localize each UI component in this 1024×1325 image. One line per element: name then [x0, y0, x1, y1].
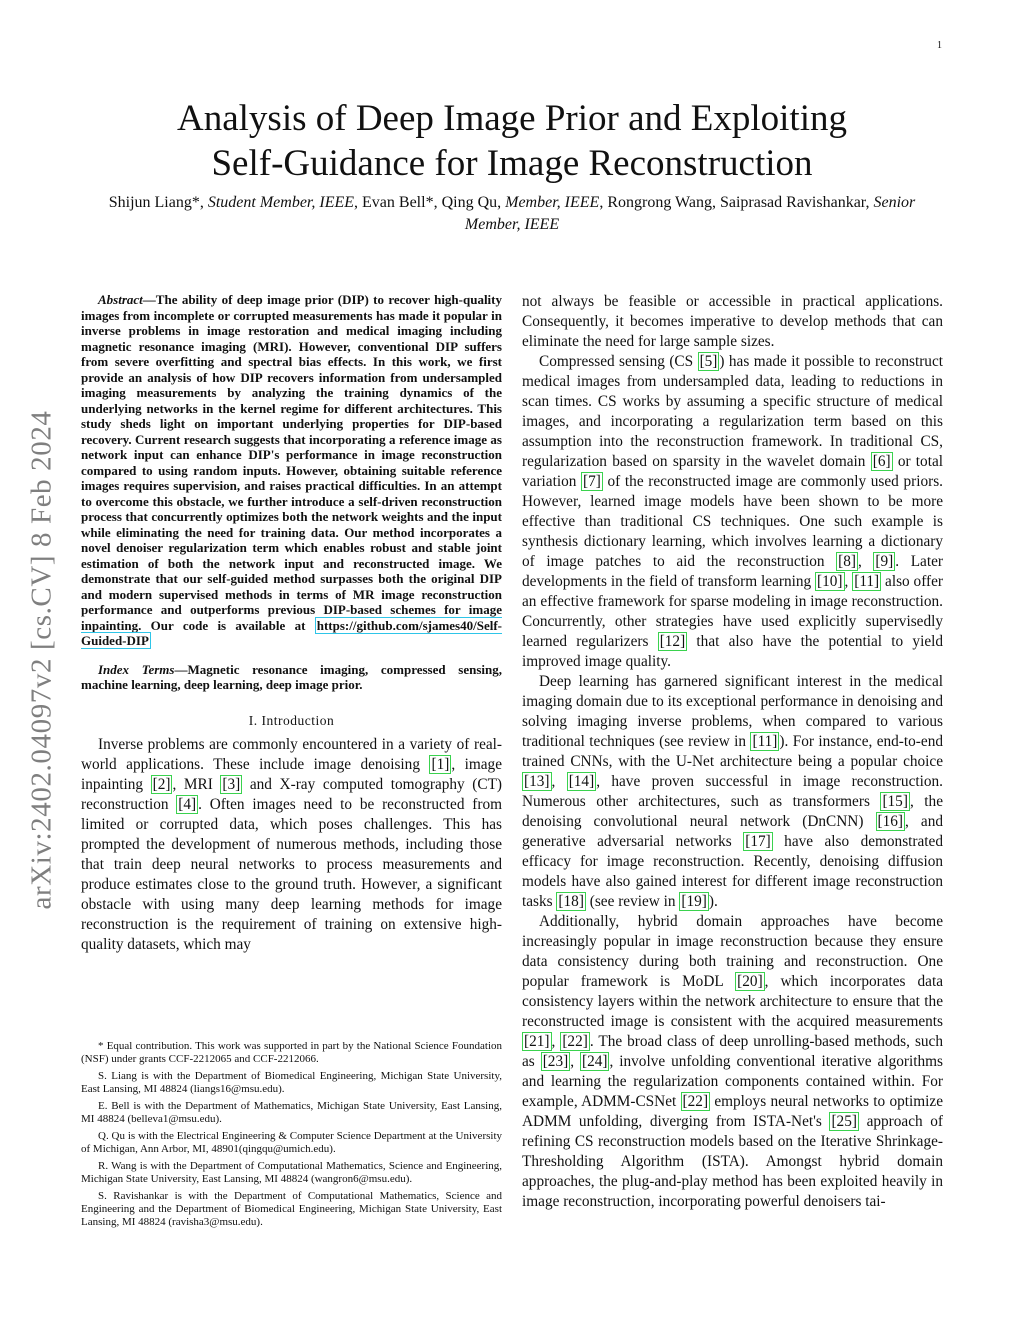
paper-title [100, 96, 924, 186]
text-run: that also have the potential to yield improved image quality. [522, 633, 944, 670]
text-run: Inverse problems are commonly encountered in a variety of real-world applications. These include image denoising [81, 735, 502, 773]
section-heading-introduction: I. Introduction [248, 712, 335, 728]
footnote: Q. Qu is with the Electrical Engineering & Computer Science Department at the University of Michigan, Ann Arbor, MI, 48901(qingqu@umich.edu). [81, 1130, 502, 1155]
index-terms-body: —Magnetic resonance imaging, compressed sensing, machine learning, deep learning, deep image prior. [81, 661, 502, 692]
citation-link[interactable]: [22] [562, 1033, 588, 1050]
author-list [100, 192, 924, 236]
page-number: 1 [937, 40, 942, 51]
text-run: , [551, 1033, 561, 1050]
introduction-right-text [522, 292, 943, 1212]
citation-link[interactable]: [11] [752, 733, 778, 750]
citation-link[interactable]: [21] [524, 1033, 550, 1050]
citation-link[interactable]: [3] [222, 775, 241, 793]
citation-link[interactable]: [15] [882, 793, 908, 810]
title-line-2: Self-Guidance for Image Reconstruction [211, 143, 813, 184]
footnote: S. Ravishankar is with the Department of Computational Mathematics, Science and Engineering and the Department of Biomedical Engineering, Michigan State University, East Lansing, MI 48824 (ravisha3@msu.edu). [81, 1190, 502, 1228]
arxiv-identifier-stamp [12, 360, 72, 960]
author-1-name: Shijun Liang*, [108, 194, 208, 211]
citation-link[interactable]: [11] [854, 573, 880, 590]
abstract-body: —The ability of deep image prior (DIP) to recover high-quality images from incomplete or corrupted measurements has made it popular in inverse problems in image restoration and medical imaging including magnetic resonance imaging (MRI). However, conventional DIP suffers from severe overfitting and spectral bias effects. In this work, we first provide an analysis of how DIP recovers information from undersampled imaging measurements by analyzing the training dynamics of the underlying networks in the kernel regime for different architectures. This study sheds light on important underlying properties for DIP-based recovery. Current research suggests that incorporating a reference image as network input can enhance DIP's performance in image reconstruction compared to using random inputs. However, obtaining suitable reference images requires supervision, and raises practical difficulties. In an attempt to overcome this obstacle, we further introduce a self-driven reconstruction process that concurrently optimizes both the network weights and the input while eliminating the need for training data. Our method incorporates a novel denoiser regularization term which enables robust and stable joint estimation of both the network input and reconstructed image. We demonstrate that our self-guided method surpasses both the original DIP and modern supervised methods in terms of MR image reconstruction performance and outperforms previous DIP-based schemes for image inpainting. Our code is available at [81, 292, 502, 633]
author-1-role: Student Member, IEEE [207, 194, 355, 211]
text-run: ). For instance, end-to-end trained CNNs, with the U-Net architecture being a popular choice [522, 733, 943, 770]
citation-link[interactable]: [9] [875, 553, 894, 570]
author-2-role: Member, IEEE [505, 194, 600, 211]
text-run: Additionally, hybrid domain approaches have become increasingly popular in image reconstruction because they ensure data consistency during both training and reconstruction. One popular framework is MoDL [522, 913, 943, 990]
title-line-1: Analysis of Deep Image Prior and Exploiting [177, 98, 847, 139]
text-run: , [844, 573, 853, 590]
citation-link[interactable]: [6] [872, 453, 891, 470]
citation-link[interactable]: [23] [542, 1053, 569, 1070]
paragraph-compressed-sensing [522, 352, 943, 672]
index-terms [81, 662, 502, 693]
text-run: also offer an effective framework for sparse modeling in image reconstruction. Concurrently, other strategies have used explicitly supervisedly learned regularizers [522, 573, 943, 650]
text-run: and X-ray computed tomography (CT) reconstruction [81, 775, 503, 813]
citation-link[interactable]: [25] [831, 1113, 857, 1130]
text-run: Deep learning has garnered significant interest in the medical imaging domain due to its exceptional performance in denoising and solving imaging inverse problems, when compared to various traditional techniques (see review in [522, 673, 943, 750]
citation-link[interactable]: [1] [431, 755, 450, 773]
text-run: , [551, 773, 567, 790]
author-2-names: , Evan Bell*, Qing Qu, [354, 194, 506, 211]
introduction-left-text [81, 735, 502, 955]
text-run: have also demonstrated efficacy for image reconstruction. Recently, denoising diffusion models have also gained interest for different image reconstruction tasks [522, 833, 943, 910]
citation-link[interactable]: [19] [681, 893, 707, 910]
citation-link[interactable]: [8] [838, 553, 856, 570]
code-repository-link[interactable]: https://github.com/sjames40/Self-Guided-DIP [81, 617, 502, 648]
text-run: , image inpainting [81, 755, 502, 793]
author-3-names: , Rongrong Wang, Saiprasad Ravishankar, [599, 194, 874, 211]
text-run: . The broad class of deep unrolling-based methods, such as [522, 1033, 943, 1070]
text-run: , involve unfolding conventional iterative algorithms and learning the regularization components contained within. For example, ADMM-CSNet [522, 1053, 943, 1110]
author-3-role: Senior Member, IEEE [464, 194, 916, 233]
citation-link[interactable]: [5] [699, 353, 718, 370]
text-run: , have proven successful in image reconstruction. Numerous other architectures, such as transformers [522, 773, 943, 810]
footnote: E. Bell is with the Department of Mathematics, Michigan State University, East Lansing, MI 48824 (belleva1@msu.edu). [81, 1100, 502, 1125]
footnotes [81, 1040, 502, 1233]
text-run: , MRI [172, 775, 221, 793]
text-run: Compressed sensing (CS [539, 353, 698, 370]
citation-link[interactable]: [18] [558, 893, 584, 910]
abstract [81, 292, 502, 649]
citation-link[interactable]: [17] [745, 833, 771, 850]
footnote: * Equal contribution. This work was supported in part by the National Science Foundation (NSF) under grants CCF-2212065 and CCF-2212066. [81, 1040, 502, 1065]
text-run: . Later developments in the field of transform learning [522, 553, 943, 590]
paragraph-continuation: not always be feasible or accessible in practical applications. Consequently, it becomes imperative to develop methods that can eliminate the need for large sample sizes. [522, 293, 943, 350]
text-run: ) has made it possible to reconstruct medical images from undersampled data, leading to reductions in scan times. CS works by assuming a specific structure of medical images, and incorporating a regularization term based on this assumption into the reconstruction framework. In traditional CS, regularization based on sparsity in the wavelet domain [522, 353, 943, 470]
citation-link[interactable]: [24] [581, 1053, 608, 1070]
text-run: (see review in [585, 893, 680, 910]
citation-link[interactable]: [22] [682, 1093, 709, 1110]
citation-link[interactable]: [20] [737, 973, 763, 990]
footnote: S. Liang is with the Department of Biomedical Engineering, Michigan State University, East Lansing, MI 48824 (liangs16@msu.edu). [81, 1070, 502, 1095]
citation-link[interactable]: [14] [568, 773, 595, 790]
right-column [522, 292, 943, 1212]
citation-link[interactable]: [2] [152, 775, 171, 793]
text-run: , [857, 553, 874, 570]
text-run: , which incorporates data consistency layers within the network architecture to ensure that the reconstructed image is consistent with the acquired measurements [522, 973, 944, 1030]
paragraph-hybrid-domain [522, 912, 943, 1212]
citation-link[interactable]: [16] [877, 813, 903, 830]
text-run: employs neural networks to optimize ADMM unfolding, diverging from ISTA-Net's [522, 1093, 943, 1130]
citation-link[interactable]: [7] [583, 473, 601, 490]
text-run: ). [708, 893, 718, 910]
index-terms-label: Index Terms [98, 661, 175, 677]
text-run: . Often images need to be reconstructed from limited or corrupted data, which poses challenges. This has prompted the development of numerous methods, including those that train deep neural networks to process measurements and produce estimates close to the ground truth. However, a significant obstacle with using many deep learning methods for image reconstruction is the requirement of training on extensive high-quality datasets, which may [81, 795, 502, 953]
text-run: of the reconstructed image are commonly used priors. However, learned image models have been shown to be more effective than traditional CS techniques. One such example is synthesis dictionary learning, which involves learning a dictionary of image patches to aid the reconstruction [522, 473, 943, 570]
text-run: , the denoising convolutional neural network (DnCNN) [522, 793, 943, 830]
footnote: R. Wang is with the Department of Computational Mathematics, Science and Engineering, Michigan State University, East Lansing, MI 48824 (wangron6@msu.edu). [81, 1160, 502, 1185]
paragraph-deep-learning [522, 672, 943, 912]
citation-link[interactable]: [13] [524, 773, 550, 790]
left-column [81, 292, 502, 955]
citation-link[interactable]: [12] [659, 633, 686, 650]
citation-link[interactable]: [4] [178, 795, 197, 813]
citation-link[interactable]: [10] [817, 573, 843, 590]
text-run: or total variation [522, 453, 943, 490]
text-run: approach of refining CS reconstruction models based on the Iterative Shrinkage-Thresholding Algorithm (ISTA). Amongst hybrid domain approaches, the plug-and-play method has been exploited heavily in image reconstruction, incorporating powerful denoisers tai- [522, 1113, 943, 1210]
abstract-label: Abstract [98, 292, 143, 307]
arxiv-identifier-text: arXiv:2402.04097v2 [cs.CV] 8 Feb 2024 [25, 410, 58, 910]
text-run: , and generative adversarial networks [522, 813, 943, 850]
text-run: , [570, 1053, 580, 1070]
